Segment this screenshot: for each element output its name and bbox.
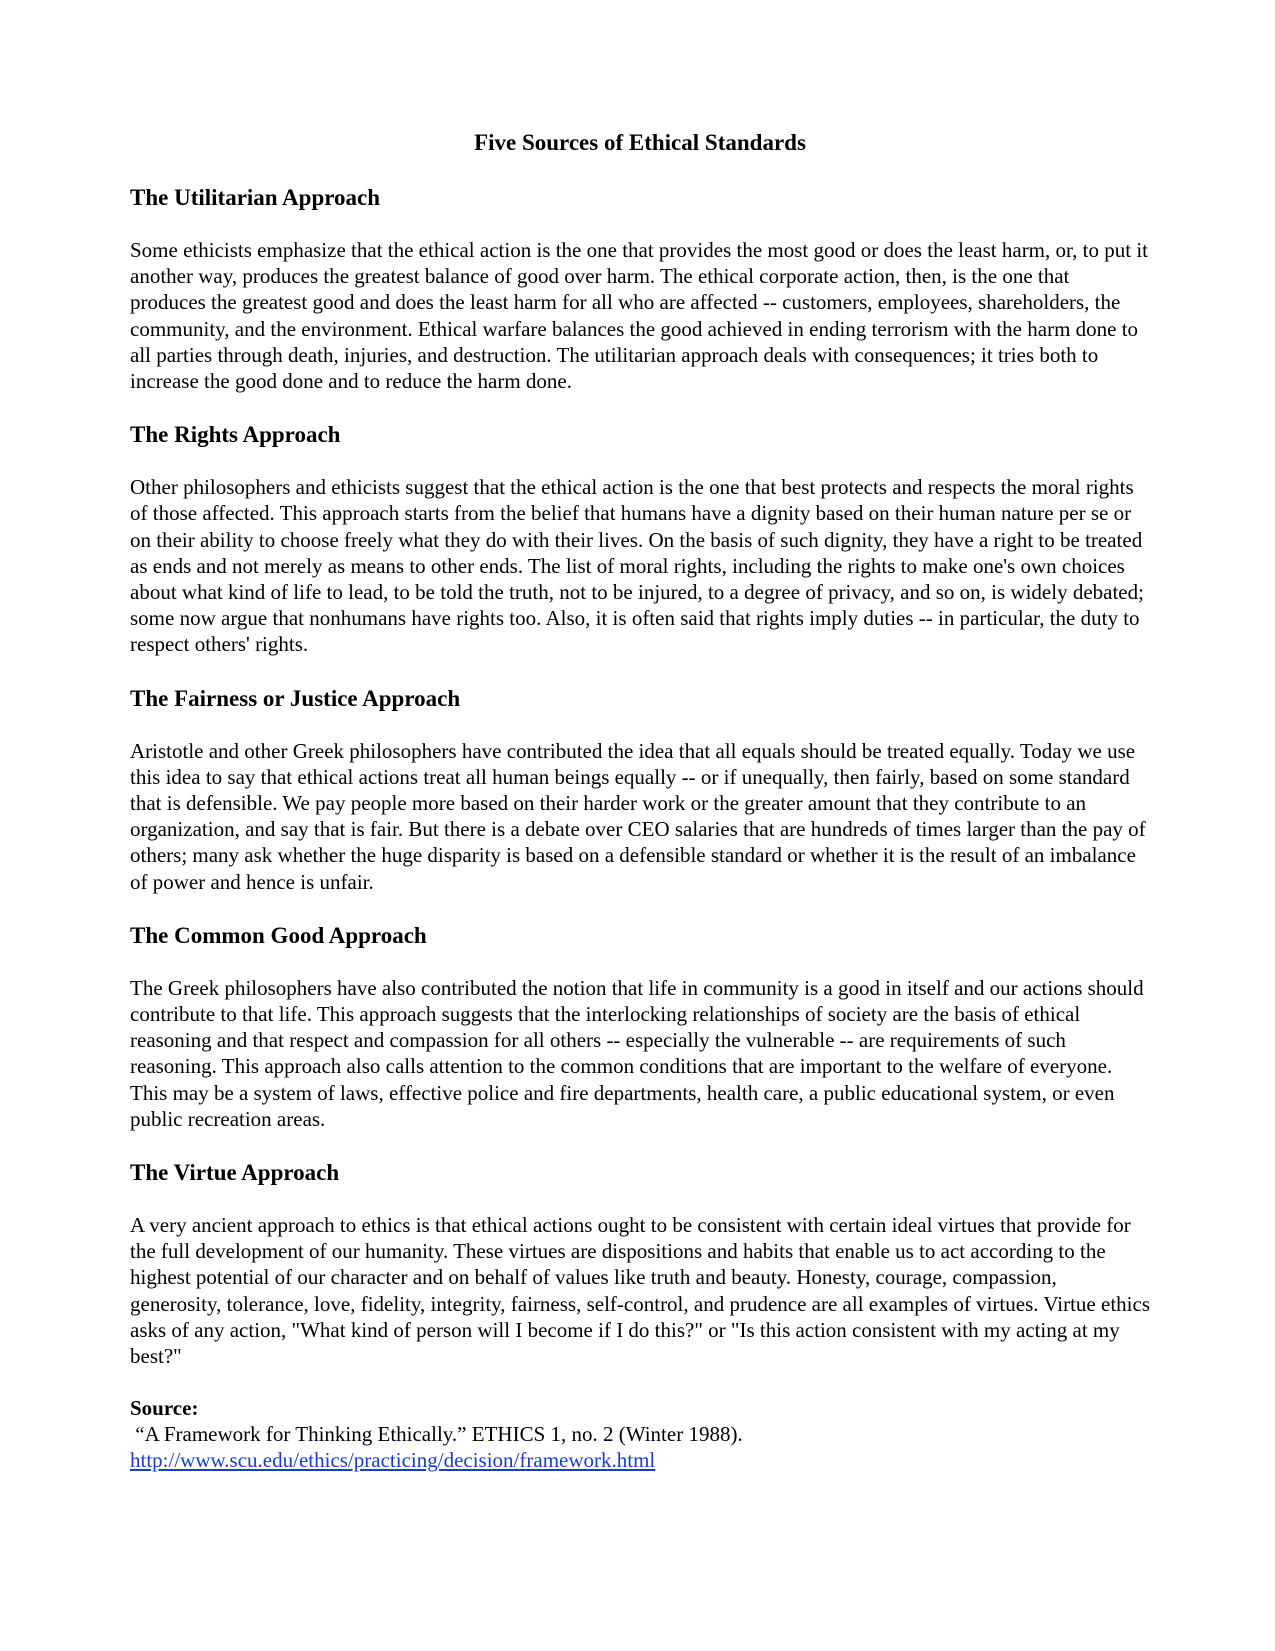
source-link[interactable]: http://www.scu.edu/ethics/practicing/decision/framework.html [130, 1448, 656, 1473]
section-virtue [130, 1158, 1150, 1369]
section-body: Some ethicists emphasize that the ethical action is the one that provides the most good or does the least harm, or, to put it another way, produces the greatest balance of good over harm. The ethical corporate action, then, is the one that produces the greatest good and does the least harm for all who are affected -- customers, employees, shareholders, the community, and the environment. Ethical warfare balances the good achieved in ending terrorism with the harm done to all parties through death, injuries, and destruction. The utilitarian approach deals with consequences; it tries both to increase the good done and to reduce the harm done. [130, 238, 1149, 394]
section-body: Aristotle and other Greek philosophers have contributed the idea that all equals should be treated equally. Today we use this idea to say that ethical actions treat all human beings equally -- or if unequally, then fairly, based on some standard that is defensible. We pay people more based on their harder work or the greater amount that they contribute to an organization, and say that is fair. But there is a debate over CEO salaries that are hundreds of times larger than the pay of others; many ask whether the huge disparity is based on a defensible standard or whether it is the result of an imbalance of power and hence is unfair. [130, 738, 1146, 894]
section-rights [130, 420, 1150, 657]
section-body: Other philosophers and ethicists suggest that the ethical action is the one that best protects and respects the moral rights of those affected. This approach starts from the belief that humans have a dignity based on their human nature per se or on their ability to choose freely what they do with their lives. On the basis of such dignity, they have a right to be treated as ends and not merely as means to other ends. The list of moral rights, including the rights to make one's own choices about what kind of life to lead, to be told the truth, not to be injured, to a degree of privacy, and so on, is widely debated; some now argue that nonhumans have rights too. Also, it is often said that rights imply duties -- in particular, the duty to respect others' rights. [130, 475, 1144, 657]
section-heading: The Common Good Approach [130, 922, 427, 948]
section-body: The Greek philosophers have also contributed the notion that life in community is a good in itself and our actions should contribute to that life. This approach suggests that the interlocking relationships of society are the basis of ethical reasoning and that respect and compassion for all others -- especially the vulnerable -- are requirements of such reasoning. This approach also calls attention to the common conditions that are important to the welfare of everyone. This may be a system of laws, effective police and fire departments, health care, a public educational system, or even public recreation areas. [130, 975, 1144, 1131]
section-common-good [130, 921, 1150, 1132]
section-heading: The Rights Approach [130, 422, 341, 448]
section-body: A very ancient approach to ethics is that ethical actions ought to be consistent with certain ideal virtues that provide for the full development of our humanity. These virtues are dispositions and habits that enable us to act according to the highest potential of our character and on behalf of values like truth and beauty. Honesty, courage, compassion, generosity, tolerance, love, fidelity, integrity, fairness, self-control, and prudence are all examples of virtues. Virtue ethics asks of any action, "What kind of person will I become if I do this?" or "Is this action consistent with my acting at my best?" [130, 1213, 1150, 1369]
section-utilitarian [130, 183, 1150, 394]
section-fairness-justice [130, 684, 1150, 895]
section-heading: The Utilitarian Approach [130, 185, 381, 210]
document-title: Five Sources of Ethical Standards [474, 130, 806, 155]
section-heading: The Virtue Approach [130, 1160, 340, 1186]
document-page [130, 128, 1150, 1473]
source-block [130, 1395, 1150, 1473]
source-label: Source: [130, 1396, 199, 1421]
source-citation: “A Framework for Thinking Ethically.” ETHICS 1, no. 2 (Winter 1988). [130, 1422, 743, 1447]
section-heading: The Fairness or Justice Approach [130, 685, 461, 711]
